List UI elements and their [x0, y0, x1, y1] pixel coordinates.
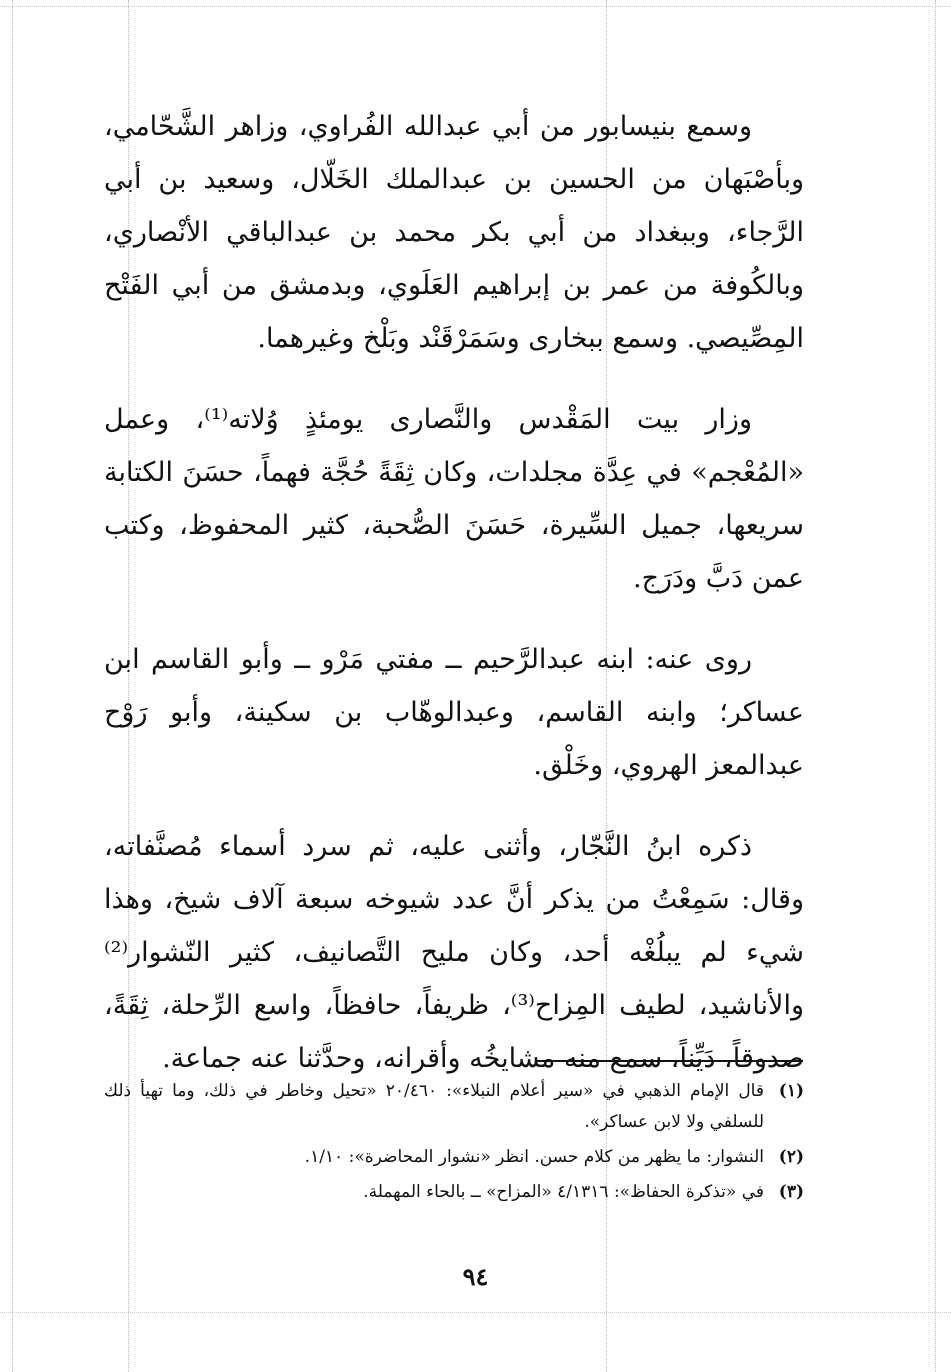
footnote — [104, 1177, 804, 1208]
footnote-text: في «تذكرة الحفاظ»: ٤/١٣١٦ «المزاح» ــ بالحاء المهملة. — [363, 1182, 764, 1202]
paragraph: ذكره ابنُ النَّجّار، وأثنى عليه، ثم سرد أسماء مُصنَّفاته، وقال: سَمِعْتُ من يذكر أنَّ عدد شيوخه سبعة آلاف شيخ، وهذا شيء لم يبلُغْه أحد، وكان مليح التَّصانيف، كثير النّشوار⁽²⁾ والأناشيد، لطيف المِزاح⁽³⁾، ظريفاً، حافظاً، واسع الرِّحلة، ثِقَةً، صدوقاً، دَيِّناً، سمع منه مشايخُه وأقرانه، وحدَّثنا عنه جماعة. — [104, 831, 804, 1074]
scan-guide-line — [0, 1312, 951, 1313]
footnote-text: قال الإمام الذهبي في «سير أعلام النبلاء»: ٢٠/٤٦٠ «تحيل وخاطر في ذلك، وما تهيأ ذلك للسلفي ولا لابن عساكر». — [104, 1081, 764, 1132]
scan-guide-line — [0, 6, 951, 7]
scan-guide-line — [12, 0, 13, 1372]
footnote-text: النشوار: ما يظهر من كلام حسن. انظر «نشوار المحاضرة»: ١/١٠. — [304, 1147, 764, 1167]
paragraph: روى عنه: ابنه عبدالرَّحيم ــ مفتي مَرْو ــ وأبو القاسم ابن عساكر؛ وابنه القاسم، وعبدالوهّاب بن سكينة، وأبو رَوْح عبدالمعز الهروي، وخَلْق. — [104, 644, 804, 781]
page-number: ٩٤ — [462, 1262, 489, 1291]
footnotes — [104, 1076, 804, 1212]
footnote — [104, 1142, 804, 1173]
scan-guide-line — [935, 0, 936, 1372]
footnote-number: (٣) — [778, 1182, 804, 1202]
footnote-separator — [537, 1060, 803, 1062]
footnote — [104, 1076, 804, 1138]
footnote-number: (٢) — [778, 1147, 804, 1167]
footnote-number: (١) — [778, 1081, 804, 1101]
paragraph: وسمع بنيسابور من أبي عبدالله الفُراوي، وزاهر الشَّحّامي، وبأصْبَهان من الحسين بن عبدالملك الخَلّال، وسعيد بن أبي الرَّجاء، وببغداد من أبي بكر محمد بن عبدالباقي الأنْصاري، وبالكُوفة من عمر بن إبراهيم العَلَوي، وبدمشق من أبي الفَتْح المِصِّيصي. وسمع ببخارى وسَمَرْقَنْد وبَلْخ وغيرهما. — [104, 111, 804, 354]
main-text — [104, 100, 804, 1085]
paragraph: وزار بيت المَقْدس والنَّصارى يومئذٍ وُلاته⁽¹⁾، وعمل «المُعْجم» في عِدَّة مجلدات، وكان ثِقَةً حُجَّة فهماً، حسَنَ الكتابة سريعها، جميل السِّيرة، حَسَنَ الصُّحبة، كثير المحفوظ، وكتب عمن دَبَّ ودَرَج. — [104, 404, 804, 594]
